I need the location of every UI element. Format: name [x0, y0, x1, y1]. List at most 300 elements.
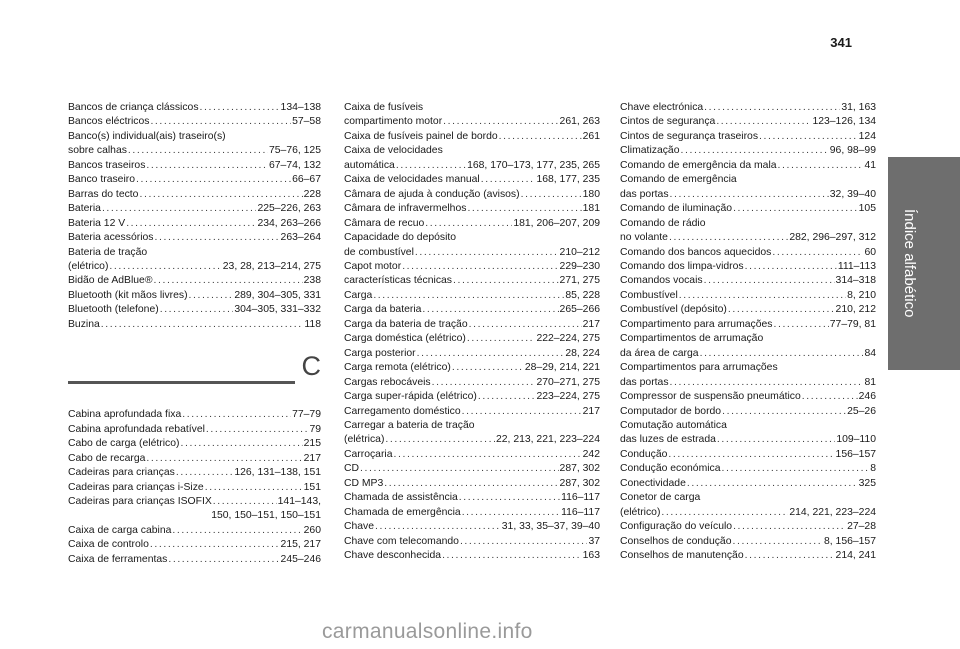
entry-term: Caixa de controlo [68, 539, 149, 551]
entry-pages: 37 [588, 535, 600, 547]
index-entry [68, 408, 321, 422]
entry-term: Combustível (depósito) [620, 304, 727, 316]
index-entry [620, 115, 876, 129]
entry-pages: 126, 131–138, 151 [234, 467, 321, 479]
entry-term: Conselhos de condução [620, 535, 732, 547]
entry-term: Caixa de fusíveis painel de bordo [344, 130, 498, 142]
leader-dots [469, 318, 582, 332]
entry-pages: 8, 156–157 [823, 535, 876, 547]
entry-term: Câmara de ajuda à condução (avisos) [344, 188, 520, 200]
index-list [344, 101, 600, 564]
index-entry [344, 173, 600, 187]
index-entry [68, 423, 321, 437]
entry-pages: 217 [303, 452, 321, 464]
leader-dots [200, 101, 280, 115]
leader-dots [128, 144, 268, 158]
index-entry [620, 231, 876, 245]
leader-dots [146, 452, 302, 466]
index-entry [620, 246, 876, 260]
index-entry [344, 130, 600, 144]
leader-dots [384, 477, 558, 491]
leader-dots [432, 376, 536, 390]
index-entry [68, 289, 321, 303]
entry-pages: 245–246 [280, 553, 321, 565]
entry-term: Compartimentos para arrumações [620, 362, 778, 374]
entry-term: Bluetooth (telefone) [68, 304, 159, 316]
leader-dots [521, 188, 582, 202]
entry-pages: 79 [309, 423, 321, 435]
index-entry [68, 524, 321, 538]
entry-term: Cintos de segurança [620, 116, 716, 128]
leader-dots [722, 462, 870, 476]
leader-dots [459, 491, 560, 505]
entry-term: automática [344, 159, 395, 171]
index-entry [68, 437, 321, 451]
entry-term: Cadeiras para crianças i-Size [68, 481, 204, 493]
entry-term: Bluetooth (kit mãos livres) [68, 289, 188, 301]
entry-term: CD [344, 463, 360, 475]
index-entry [620, 159, 876, 173]
index-entry [68, 144, 321, 158]
index-entry [620, 274, 876, 288]
entry-term: Comandos vocais [620, 275, 703, 287]
leader-dots [778, 159, 864, 173]
index-entry [344, 318, 600, 332]
index-entry [344, 246, 600, 260]
entry-term: Bateria 12 V [68, 217, 126, 229]
index-entry [620, 188, 876, 202]
leader-dots [150, 115, 291, 129]
index-entry [344, 520, 600, 534]
leader-dots [213, 495, 277, 509]
index-entry [68, 452, 321, 466]
index-entry [620, 462, 876, 476]
leader-dots [481, 173, 536, 187]
entry-pages: 123–126, 134 [812, 116, 876, 128]
entry-pages: 271, 275 [559, 275, 600, 287]
index-entry [344, 188, 600, 202]
entry-pages: 77–79, 81 [829, 318, 876, 330]
entry-pages: 242 [582, 448, 600, 460]
entry-term: Capot motor [344, 260, 402, 272]
leader-dots [160, 303, 234, 317]
index-entry [620, 491, 876, 505]
entry-term: das luzes de estrada [620, 434, 716, 446]
leader-dots [417, 347, 565, 361]
entry-pages: 23, 28, 213–214, 275 [222, 260, 321, 272]
leader-dots [176, 466, 233, 480]
index-entry [620, 130, 876, 144]
entry-term: Bateria de tração [68, 246, 148, 258]
entry-pages: 325 [858, 477, 876, 489]
entry-pages: 168, 177, 235 [536, 174, 600, 186]
index-entry [344, 405, 600, 419]
entry-term: Banco traseiro [68, 174, 135, 186]
entry-pages: 210–212 [559, 246, 600, 258]
entry-pages: 180 [582, 188, 600, 200]
leader-dots [146, 159, 268, 173]
index-entry [68, 538, 321, 552]
leader-dots [679, 289, 846, 303]
entry-term: Carroçaria [344, 448, 393, 460]
leader-dots [168, 553, 279, 567]
index-entry [344, 260, 600, 274]
index-entry [344, 347, 600, 361]
entry-term: Comando de emergência da mala [620, 159, 777, 171]
index-entry [68, 495, 321, 509]
entry-term: Bidão de AdBlue® [68, 275, 153, 287]
entry-pages: 223–224, 275 [536, 391, 600, 403]
entry-term: Conselhos de manutenção [620, 550, 744, 562]
entry-pages: 22, 213, 221, 223–224 [495, 434, 600, 446]
entry-pages: 8 [870, 463, 876, 475]
entry-term: (elétrico) [620, 506, 661, 518]
entry-pages: 234, 263–266 [257, 217, 321, 229]
index-entry [68, 101, 321, 115]
index-entry [344, 144, 600, 158]
entry-term: Bateria [68, 203, 101, 215]
page-number: 341 [830, 35, 852, 50]
entry-term: Banco(s) individual(ais) traseiro(s) [68, 130, 226, 142]
leader-dots [425, 217, 512, 231]
index-entry [68, 217, 321, 231]
entry-pages: 84 [864, 347, 876, 359]
entry-pages: 287, 302 [559, 477, 600, 489]
entry-term: Conectividade [620, 477, 686, 489]
entry-pages: 57–58 [292, 116, 321, 128]
index-entry [344, 289, 600, 303]
entry-term: Cabina aprofundada fixa [68, 409, 182, 421]
leader-dots [704, 101, 840, 115]
entry-term: Cintos de segurança traseiros [620, 130, 759, 142]
entry-term: Chamada de emergência [344, 506, 461, 518]
leader-dots [670, 376, 864, 390]
entry-pages: 229–230 [559, 260, 600, 272]
entry-term: da área de carga [620, 347, 699, 359]
entry-term: Conetor de carga [620, 492, 701, 504]
index-entry [68, 115, 321, 129]
index-entry [620, 202, 876, 216]
index-entry [344, 448, 600, 462]
leader-dots [680, 144, 828, 158]
entry-term: Bateria acessórios [68, 232, 154, 244]
leader-dots [396, 159, 466, 173]
leader-dots [385, 433, 495, 447]
leader-dots [180, 437, 302, 451]
index-entry [344, 477, 600, 491]
entry-pages: 151 [303, 481, 321, 493]
index-entry [620, 549, 876, 563]
entry-pages: 141–143, [277, 495, 321, 507]
index-entry [620, 433, 876, 447]
index-entry [620, 332, 876, 346]
leader-dots [745, 260, 837, 274]
entry-pages: 60 [864, 246, 876, 258]
entry-term: Comutação automática [620, 419, 727, 431]
index-entry [620, 289, 876, 303]
entry-pages: 181, 206–207, 209 [513, 217, 600, 229]
leader-dots [373, 289, 564, 303]
index-column-3 [620, 101, 876, 564]
index-entry [344, 202, 600, 216]
entry-pages: 304–305, 331–332 [234, 304, 321, 316]
leader-dots [462, 506, 560, 520]
index-entry [344, 332, 600, 346]
index-entry [620, 260, 876, 274]
entry-term: de combustível [344, 246, 414, 258]
entry-term: Comando dos limpa-vidros [620, 260, 744, 272]
index-entry [344, 419, 600, 433]
entry-term: Compressor de suspensão pneumático [620, 391, 801, 403]
entry-pages: 282, 296–297, 312 [789, 232, 876, 244]
entry-term: Carga da bateria de tração [344, 318, 468, 330]
entry-term: Chave electrónica [620, 102, 704, 113]
entry-term: Chave [344, 521, 375, 533]
index-entry [68, 274, 321, 288]
entry-term: (elétrica) [344, 434, 385, 446]
leader-dots [452, 361, 524, 375]
entry-term: Chamada de assistência [344, 492, 458, 504]
entry-pages: 96, 98–99 [829, 145, 876, 157]
leader-dots [668, 448, 834, 462]
watermark: carmanualsonline.info [322, 620, 533, 643]
leader-dots [182, 408, 291, 422]
index-entry [68, 188, 321, 202]
index-entry [344, 101, 600, 115]
leader-dots [728, 303, 835, 317]
index-entry [620, 477, 876, 491]
entry-term: no volante [620, 232, 668, 244]
leader-dots [462, 405, 582, 419]
entry-pages: 260 [303, 524, 321, 536]
leader-dots [126, 217, 256, 231]
leader-dots [139, 188, 302, 202]
index-list [620, 101, 876, 564]
entry-term: Comando de iluminação [620, 203, 733, 215]
leader-dots [154, 274, 303, 288]
index-entry [344, 506, 600, 520]
index-entry [620, 520, 876, 534]
entry-term: Caixa de fusíveis [344, 102, 424, 113]
entry-term: Combustível [620, 289, 678, 301]
leader-dots [745, 549, 835, 563]
index-entry [620, 347, 876, 361]
leader-dots [700, 347, 864, 361]
index-entry [620, 390, 876, 404]
entry-term: (elétrico) [68, 260, 109, 272]
entry-pages: 246 [858, 391, 876, 403]
entry-pages: 228 [303, 188, 321, 200]
index-entry [620, 173, 876, 187]
entry-pages: 32, 39–40 [829, 188, 876, 200]
entry-pages: 124 [858, 130, 876, 142]
leader-dots [722, 405, 846, 419]
entry-pages: 215 [303, 438, 321, 450]
entry-term: Comando dos bancos aquecidos [620, 246, 772, 258]
entry-pages: 222–224, 275 [536, 333, 600, 345]
index-entry [68, 231, 321, 245]
leader-dots [670, 188, 829, 202]
index-entry [620, 405, 876, 419]
entry-term: Bancos eléctricos [68, 116, 150, 128]
index-entry [620, 535, 876, 549]
entry-pages: 81 [864, 376, 876, 388]
entry-pages: 85, 228 [565, 289, 600, 301]
leader-dots [402, 260, 558, 274]
index-entry [344, 274, 600, 288]
index-entry [344, 462, 600, 476]
leader-dots [394, 448, 582, 462]
entry-pages: 27–28 [847, 521, 876, 533]
index-entry [620, 303, 876, 317]
entry-term: sobre calhas [68, 145, 127, 157]
entry-pages: 134–138 [280, 102, 321, 113]
index-entry [344, 491, 600, 505]
index-list-b [68, 101, 321, 332]
entry-pages: 25–26 [847, 405, 876, 417]
entry-pages: 150, 150–151, 150–151 [211, 510, 321, 522]
index-entry [620, 361, 876, 375]
index-entry [344, 376, 600, 390]
index-entry [620, 448, 876, 462]
entry-pages: 8, 210 [847, 289, 876, 301]
index-entry [68, 553, 321, 567]
index-entry [344, 231, 600, 245]
entry-pages: 261, 263 [559, 116, 600, 128]
entry-pages: 111–113 [837, 260, 876, 272]
leader-dots [704, 274, 835, 288]
leader-dots [733, 202, 858, 216]
entry-term: Carga posterior [344, 347, 416, 359]
entry-term: Carregamento doméstico [344, 405, 461, 417]
entry-pages: 214, 241 [835, 550, 876, 562]
leader-dots [453, 274, 559, 288]
leader-dots [669, 231, 788, 245]
entry-pages: 41 [864, 159, 876, 171]
entry-pages: 77–79 [292, 409, 321, 421]
index-entry [344, 217, 600, 231]
leader-dots [733, 520, 846, 534]
index-entry [620, 217, 876, 231]
entry-pages: 214, 221, 223–224 [789, 506, 876, 518]
index-entry [68, 303, 321, 317]
index-entry [68, 202, 321, 216]
index-entry [620, 376, 876, 390]
leader-dots [189, 289, 234, 303]
entry-pages: 215, 217 [280, 539, 321, 551]
entry-term: Comando de emergência [620, 174, 737, 186]
entry-pages: 109–110 [836, 434, 876, 446]
entry-term: Caixa de velocidades manual [344, 174, 480, 186]
leader-dots [205, 481, 303, 495]
index-entry [344, 390, 600, 404]
entry-term: Condução [620, 448, 668, 460]
entry-term: Barras do tecto [68, 188, 139, 200]
entry-pages: 28–29, 214, 221 [524, 362, 600, 374]
entry-term: Climatização [620, 145, 680, 157]
entry-term: Configuração do veículo [620, 521, 733, 533]
entry-pages: 31, 163 [841, 102, 876, 113]
leader-dots [443, 115, 558, 129]
entry-term: Cadeiras para crianças ISOFIX [68, 495, 212, 507]
index-entry [344, 159, 600, 173]
entry-pages: 67–74, 132 [268, 159, 321, 171]
leader-dots [499, 130, 582, 144]
leader-dots [460, 535, 588, 549]
section-tab-label: Índice alfabético [901, 209, 918, 318]
entry-term: CD MP3 [344, 477, 384, 489]
entry-pages: 210, 212 [835, 304, 876, 316]
leader-dots [716, 115, 811, 129]
index-entry [68, 260, 321, 274]
entry-term: Compartimentos de arrumação [620, 333, 764, 345]
entry-pages: 217 [582, 405, 600, 417]
entry-term: Buzina [68, 318, 100, 330]
leader-dots [772, 246, 863, 260]
leader-dots [101, 318, 304, 332]
entry-pages: 287, 302 [559, 463, 600, 475]
index-column-2 [344, 101, 600, 564]
leader-dots [733, 535, 823, 549]
index-column-1 [68, 101, 321, 567]
entry-pages: 163 [582, 550, 600, 562]
index-entry [344, 535, 600, 549]
entry-term: das portas [620, 376, 669, 388]
entry-term: Compartimento para arrumações [620, 318, 773, 330]
index-entry [620, 419, 876, 433]
entry-term: Cargas rebocáveis [344, 376, 431, 388]
entry-pages: 116–117 [561, 506, 600, 518]
entry-pages: 261 [582, 130, 600, 142]
entry-term: Caixa de carga cabina [68, 524, 172, 536]
entry-term: Cabina aprofundada rebatível [68, 423, 205, 435]
index-entry [344, 303, 600, 317]
letter-rule [68, 381, 295, 384]
entry-term: Cadeiras para crianças [68, 467, 175, 479]
entry-term: características técnicas [344, 275, 452, 287]
index-entry [620, 101, 876, 115]
leader-dots [759, 130, 858, 144]
entry-term: Carga remota (elétrico) [344, 362, 451, 374]
leader-dots [687, 477, 858, 491]
entry-term: Carga doméstica (elétrico) [344, 333, 466, 345]
entry-term: Comando de rádio [620, 217, 706, 229]
letter-header [68, 352, 321, 408]
entry-pages: 28, 224 [565, 347, 600, 359]
entry-term: Capacidade do depósito [344, 232, 457, 244]
leader-dots [717, 433, 835, 447]
leader-dots [422, 303, 558, 317]
entry-term: Câmara de infravermelhos [344, 203, 467, 215]
index-entry [68, 481, 321, 495]
index-entry [68, 466, 321, 480]
leader-dots [467, 202, 581, 216]
entry-pages: 168, 170–173, 177, 235, 265 [467, 159, 600, 171]
leader-dots [109, 260, 221, 274]
entry-pages: 270–271, 275 [536, 376, 600, 388]
entry-pages: 156–157 [835, 448, 876, 460]
leader-dots [467, 332, 536, 346]
leader-dots [206, 423, 309, 437]
entry-pages: 217 [582, 318, 600, 330]
entry-pages: 263–264 [280, 232, 321, 244]
leader-dots [661, 506, 788, 520]
index-entry [68, 246, 321, 260]
entry-pages: 75–76, 125 [268, 145, 321, 157]
leader-dots [172, 524, 302, 538]
index-entry [344, 433, 600, 447]
leader-dots [773, 318, 828, 332]
